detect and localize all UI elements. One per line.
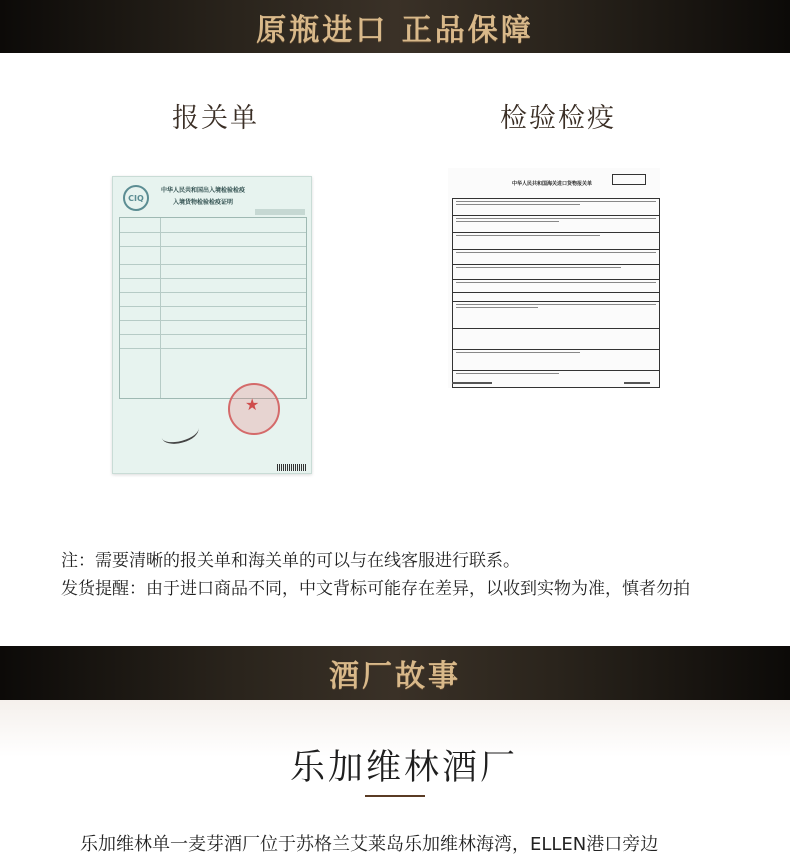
ciq-logo-icon: CIQ — [123, 185, 149, 211]
story-banner — [0, 646, 790, 700]
inspection-quarantine-heading: 检验检疫 — [500, 103, 616, 134]
doc2-stamp-box — [612, 174, 646, 185]
top-banner — [0, 0, 790, 53]
title-divider — [365, 795, 425, 797]
inspection-certificate-image — [112, 176, 312, 474]
note-shipping-reminder: 发货提醒：由于进口商品不同，中文背标可能存在差异，以收到实物为准，慎者勿拍 — [61, 579, 690, 599]
doc2-title: 中华人民共和国海关进口货物报关单 — [512, 181, 593, 187]
doc1-number-field — [255, 209, 305, 215]
customs-declaration-image — [448, 168, 660, 388]
distillery-description: 乐加维林单一麦芽酒厂位于苏格兰艾莱岛乐加维林海湾，ELLEN港口旁边 — [80, 834, 659, 855]
note-contact-service: 注：需要清晰的报关单和海关单的可以与在线客服进行联系。 — [61, 551, 520, 571]
top-banner-title: 原瓶进口 正品保障 — [256, 12, 534, 48]
barcode — [277, 464, 307, 471]
red-seal-stamp — [228, 383, 280, 435]
doc1-title-line2: 入境货物检验检疫证明 — [173, 199, 234, 206]
doc1-title-line1: 中华人民共和国出入境检验检疫 — [161, 187, 246, 194]
customs-declaration-heading: 报关单 — [172, 103, 259, 134]
signature-mark — [159, 418, 201, 447]
doc1-form-grid — [119, 217, 307, 399]
story-banner-title: 酒厂故事 — [329, 659, 461, 694]
distillery-title: 乐加维林酒厂 — [290, 748, 519, 788]
doc2-form-table — [452, 198, 660, 388]
